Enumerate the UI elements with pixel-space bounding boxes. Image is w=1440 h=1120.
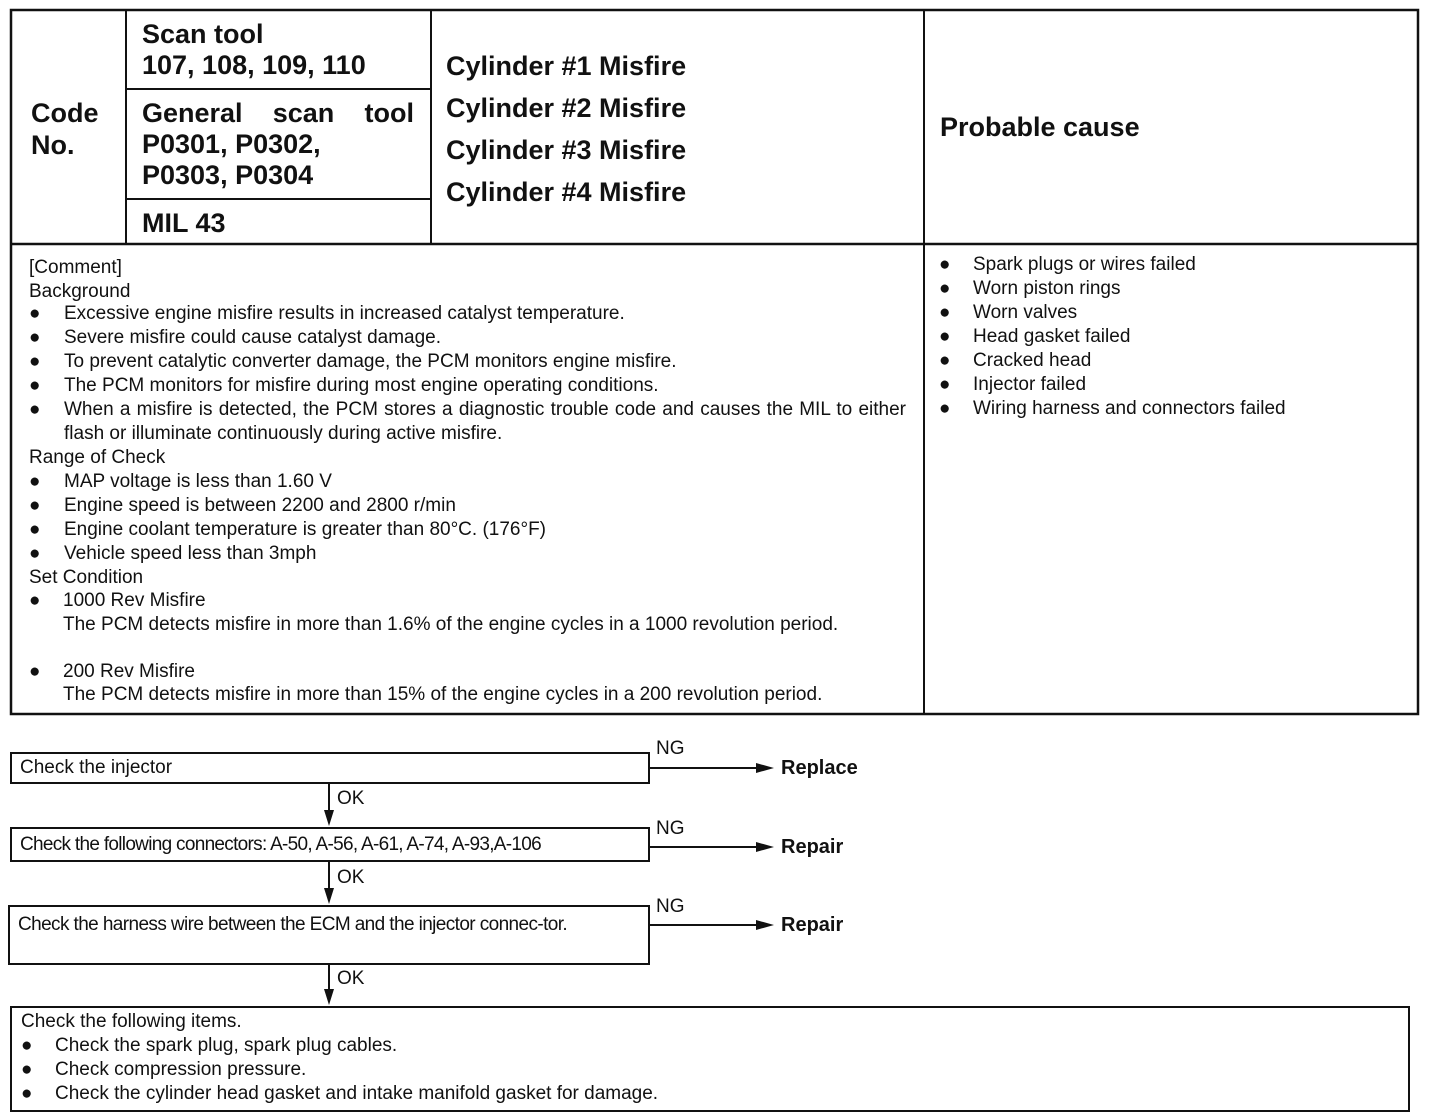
action-repair: Repair: [781, 914, 844, 936]
bullet-icon: ●: [29, 375, 41, 396]
background-item: ● The PCM monitors for misfire during most engine operating conditions.: [29, 375, 659, 396]
code-no-label: Code No.: [31, 98, 99, 160]
comment-heading: [Comment]: [29, 257, 122, 278]
bullet-icon: ●: [29, 399, 41, 420]
bullet-icon: ●: [21, 1083, 33, 1104]
bullet-icon: ●: [939, 374, 951, 395]
misfire-title-2: Cylinder #2 Misfire: [446, 93, 687, 123]
ok-connector: [328, 784, 330, 812]
cause-item: ● Worn piston rings: [939, 278, 1121, 299]
bullet-icon: ●: [21, 1059, 33, 1080]
final-check-item: ● Check the cylinder head gasket and intake manifold gasket for damage.: [21, 1083, 659, 1104]
bullet-icon: ●: [29, 590, 41, 611]
scan-tool-codes: 107, 108, 109, 110: [142, 50, 366, 80]
bullet-icon: ●: [29, 327, 41, 348]
range-item: ● MAP voltage is less than 1.60 V: [29, 471, 332, 492]
bullet-icon: ●: [29, 519, 41, 540]
flow-final-check-items: [10, 1006, 1410, 1112]
range-item: ● Vehicle speed less than 3mph: [29, 543, 317, 564]
bullet-icon: ●: [939, 302, 951, 323]
range-of-check-label: Range of Check: [29, 447, 166, 468]
final-check-item: ● Check compression pressure.: [21, 1059, 307, 1080]
arrow-down-icon: [324, 810, 334, 826]
bullet-icon: ●: [29, 543, 41, 564]
action-replace: Replace: [781, 757, 858, 779]
cause-item: ● Wiring harness and connectors failed: [939, 398, 1286, 419]
ng-connector: [650, 924, 758, 926]
set-condition-label: Set Condition: [29, 567, 144, 588]
cause-item: ● Head gasket failed: [939, 326, 1131, 347]
bullet-icon: ●: [939, 398, 951, 419]
background-item: ● Excessive engine misfire results in increased catalyst temperature.: [29, 303, 625, 324]
final-check-item: ● Check the spark plug, spark plug cables.: [21, 1035, 398, 1056]
ng-connector: [650, 767, 758, 769]
background-item: ● Severe misfire could cause catalyst damage.: [29, 327, 442, 348]
ok-label: OK: [337, 788, 365, 809]
mil-code: MIL 43: [142, 208, 226, 238]
arrow-down-icon: [324, 989, 334, 1005]
bullet-icon: ●: [29, 471, 41, 492]
background-item: ● When a misfire is detected, the PCM stores a diagnostic trouble code and causes the MIL to either flash or illuminate continuously during active misfire.: [29, 399, 906, 444]
ok-connector: [328, 862, 330, 890]
bullet-icon: ●: [29, 661, 41, 682]
bullet-icon: ●: [939, 350, 951, 371]
general-scan-tool-codes-1: P0301, P0302,: [142, 129, 321, 159]
bullet-icon: ●: [21, 1035, 33, 1056]
ng-label: NG: [656, 738, 685, 759]
ng-connector: [650, 846, 758, 848]
bullet-icon: ●: [939, 278, 951, 299]
background-item: ● To prevent catalytic converter damage, the PCM monitors engine misfire.: [29, 351, 677, 372]
general-scan-tool-label: General scan tool: [142, 98, 414, 128]
ok-connector: [328, 965, 330, 991]
misfire-title-4: Cylinder #4 Misfire: [446, 177, 687, 207]
bullet-icon: ●: [939, 254, 951, 275]
bullet-icon: ●: [29, 303, 41, 324]
cause-item: ● Worn valves: [939, 302, 1078, 323]
cause-item: ● Spark plugs or wires failed: [939, 254, 1196, 275]
misfire-title-1: Cylinder #1 Misfire: [446, 51, 687, 81]
arrow-right-icon: [756, 920, 774, 930]
bullet-icon: ●: [29, 495, 41, 516]
flow-step-check-connectors: Check the following connectors: A-50, A-56, A-61, A-74, A-93,A-106: [10, 827, 650, 862]
range-item: ● Engine coolant temperature is greater than 80°C. (176°F): [29, 519, 547, 540]
background-label: Background: [29, 281, 131, 302]
flow-step-check-harness: Check the harness wire between the ECM and the injector connec-tor.: [8, 905, 650, 965]
arrow-right-icon: [756, 842, 774, 852]
flow-step-check-injector: Check the injector: [10, 752, 650, 784]
bullet-icon: ●: [29, 351, 41, 372]
action-repair: Repair: [781, 836, 844, 858]
general-scan-tool-codes-2: P0303, P0304: [142, 160, 314, 190]
arrow-down-icon: [324, 888, 334, 904]
cause-item: ● Injector failed: [939, 374, 1087, 395]
final-check-title: Check the following items.: [21, 1011, 242, 1032]
cause-item: ● Cracked head: [939, 350, 1092, 371]
probable-cause-label: Probable cause: [940, 112, 1140, 142]
ng-label: NG: [656, 818, 685, 839]
ok-label: OK: [337, 968, 365, 989]
bullet-icon: ●: [939, 326, 951, 347]
set-condition-item: ● 1000 Rev Misfire The PCM detects misfire in more than 1.6% of the engine cycles in a 1000 revolution period.: [29, 590, 839, 635]
scan-tool-label: Scan tool: [142, 19, 264, 49]
set-condition-item: ● 200 Rev Misfire The PCM detects misfire in more than 15% of the engine cycles in a 200 revolution period.: [29, 661, 823, 705]
arrow-right-icon: [756, 763, 774, 773]
misfire-title-3: Cylinder #3 Misfire: [446, 135, 687, 165]
ng-label: NG: [656, 896, 685, 917]
range-item: ● Engine speed is between 2200 and 2800 r/min: [29, 495, 456, 516]
ok-label: OK: [337, 867, 365, 888]
